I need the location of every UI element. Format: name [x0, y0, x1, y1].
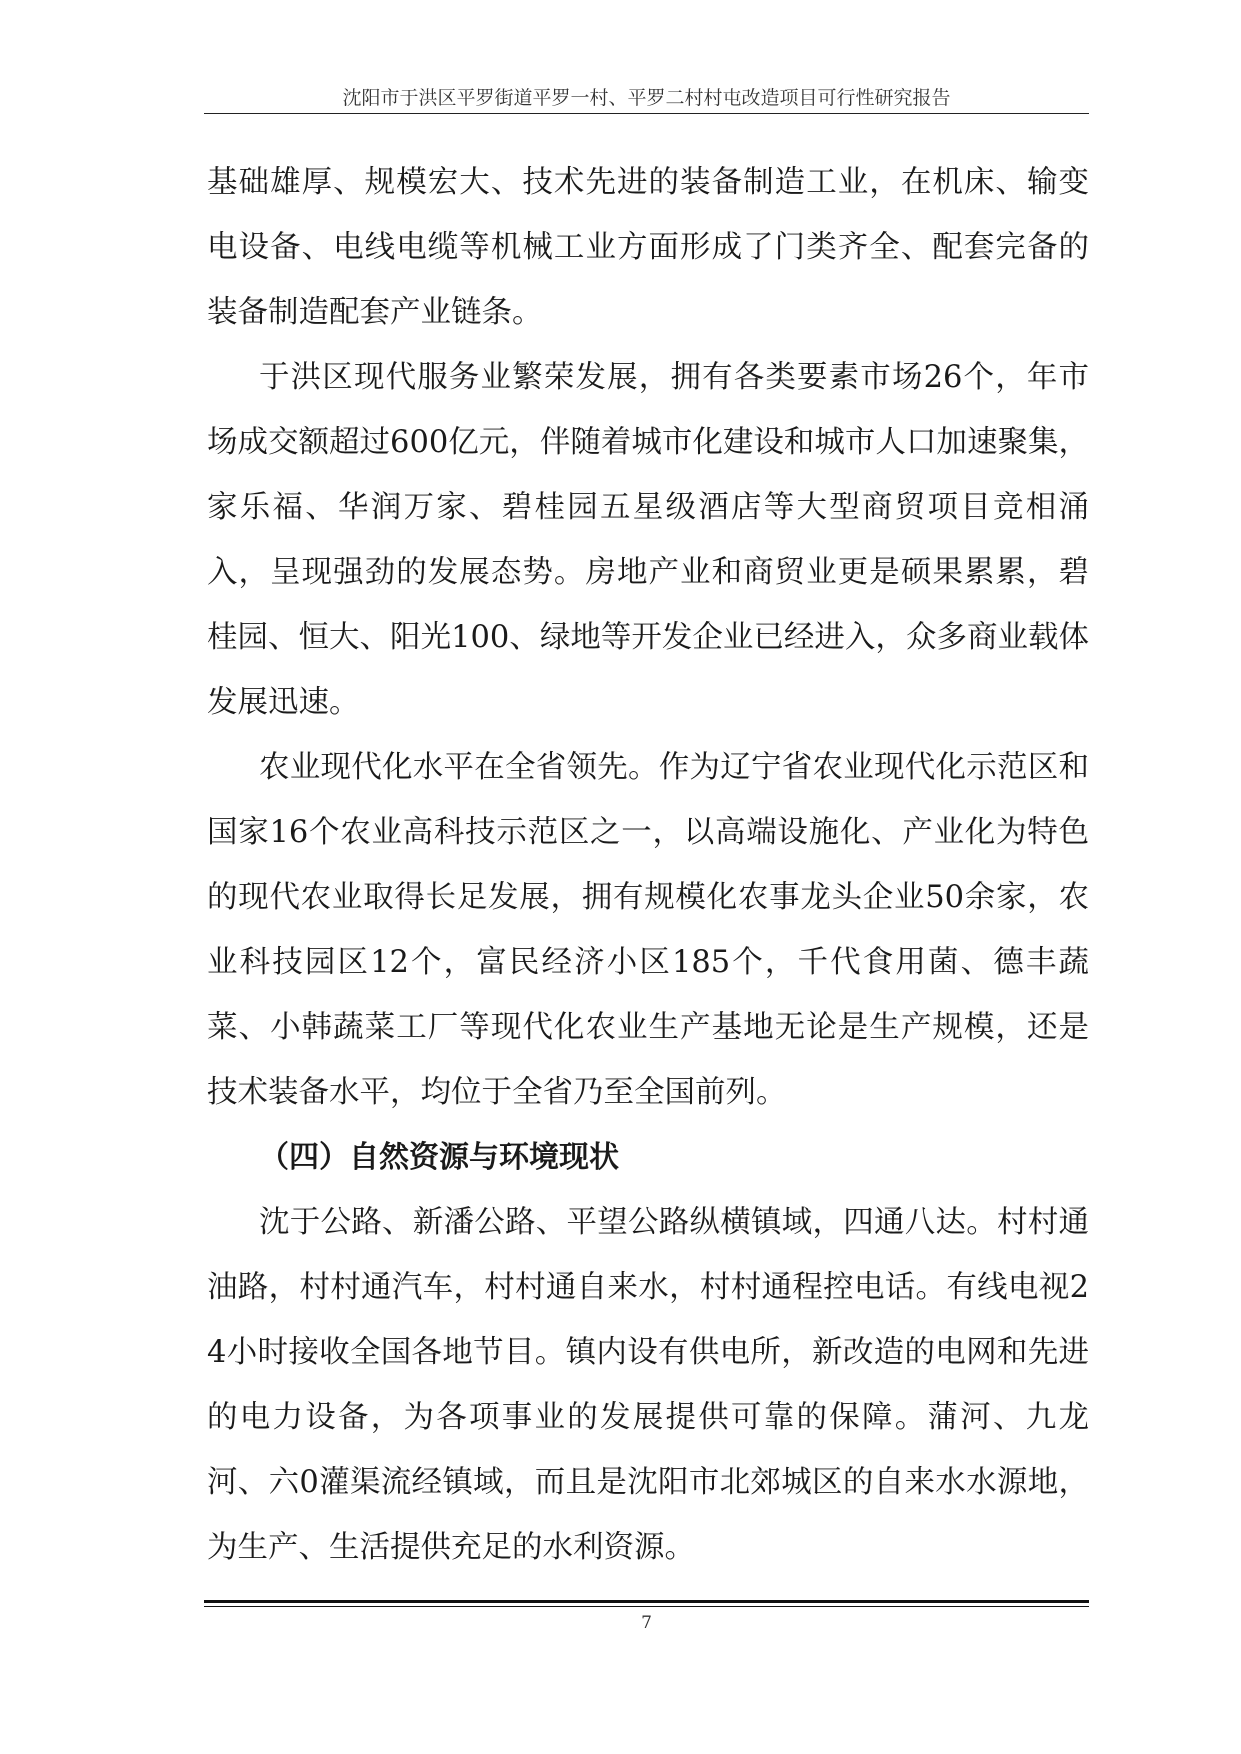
paragraph-service-industry: 于洪区现代服务业繁荣发展，拥有各类要素市场26个，年市场成交额超过600亿元，伴随着城市化建设和城市人口加速聚集，家乐福、华润万家、碧桂园五星级酒店等大型商贸项目竞相涌入，呈现强劲的发展态势。房地产业和商贸业更是硕果累累，碧桂园、恒大、阳光100、绿地等开发企业已经进入，众多商业载体发展迅速。 [207, 360, 1089, 720]
page-number: 7 [641, 1613, 652, 1633]
footer-divider-thick [204, 1600, 1089, 1603]
paragraph-natural-resources: 沈于公路、新潘公路、平望公路纵横镇域，四通八达。村村通油路，村村通汽车，村村通自来水，村村通程控电话。有线电视24小时接收全国各地节目。镇内设有供电所，新改造的电网和先进的电力设备，为各项事业的发展提供可靠的保障。蒲河、九龙河、六0灌渠流经镇域，而且是沈阳市北郊城区的自来水水源地，为生产、生活提供充足的水利资源。 [207, 1205, 1089, 1565]
header-divider [204, 113, 1089, 114]
paragraph-agriculture: 农业现代化水平在全省领先。作为辽宁省农业现代化示范区和国家16个农业高科技示范区之一，以高端设施化、产业化为特色的现代农业取得长足发展，拥有规模化农事龙头企业50余家，农业科技园区12个，富民经济小区185个，千代食用菌、德丰蔬菜、小韩蔬菜工厂等现代化农业生产基地无论是生产规模，还是技术装备水平，均位于全省乃至全国前列。 [207, 750, 1089, 1110]
section-heading: （四）自然资源与环境现状 [259, 1140, 619, 1175]
running-header-title: 沈阳市于洪区平罗街道平罗一村、平罗二村村屯改造项目可行性研究报告 [342, 87, 951, 109]
paragraph-continued: 基础雄厚、规模宏大、技术先进的装备制造工业，在机床、输变电设备、电线电缆等机械工业方面形成了门类齐全、配套完备的装备制造配套产业链条。 [207, 165, 1089, 330]
body-text [207, 150, 1089, 1580]
footer-divider-thin [204, 1606, 1089, 1607]
